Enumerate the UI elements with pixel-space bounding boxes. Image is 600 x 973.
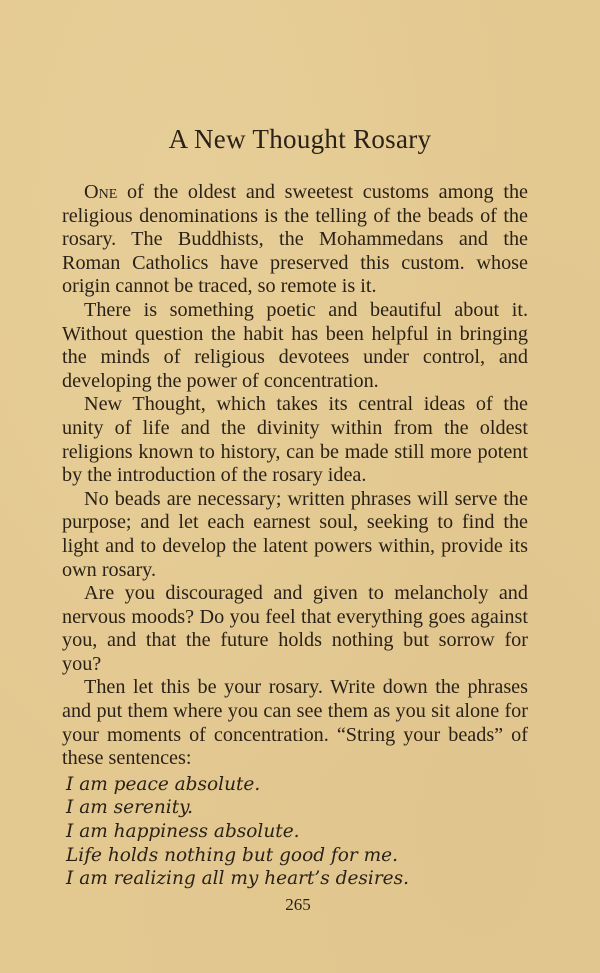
paragraph-text: of the oldest and sweetest customs among the religious denominations is the telling of the beads of the rosary. The Buddhists, the Mohammedans and the Roman Catholics have preserved this custom. whose origin cannot be traced, so remote is it. xyxy=(62,181,528,298)
affirmation-list xyxy=(62,773,528,891)
drop-word: One xyxy=(84,181,118,203)
affirmation-item: I am happiness absolute. xyxy=(66,821,300,843)
affirmation-item: I am peace absolute. xyxy=(66,773,261,795)
book-page xyxy=(62,124,528,915)
paragraph-2: There is something poetic and beautiful about it. Without question the habit has been helpful in bringing the minds of religious devotees under control, and developing the power of concentration. xyxy=(62,298,528,392)
paragraph-1 xyxy=(62,181,528,299)
affirmation-item: I am realizing all my heart’s desires. xyxy=(66,868,410,890)
paragraph-5: Are you discouraged and given to melancholy and nervous moods? Do you feel that everything goes against you, and that the future holds nothing but sorrow for you? xyxy=(62,582,528,675)
paragraph-3: New Thought, which takes its central ideas of the unity of life and the divinity within from the oldest religions known to history, can be made still more potent by the introduction of the rosary idea. xyxy=(62,393,528,487)
paragraph-6: Then let this be your rosary. Write down the phrases and put them where you can see them as you sit alone for your moments of concentration. “String your beads” of these sentences: xyxy=(62,676,528,770)
chapter-title: A New Thought Rosary xyxy=(168,124,432,154)
page-number: 265 xyxy=(285,894,311,914)
body-text xyxy=(62,181,528,771)
affirmation-item: Life holds nothing but good for me. xyxy=(66,844,399,866)
affirmation-item: I am serenity. xyxy=(66,797,194,819)
paragraph-4: No beads are necessary; written phrases will serve the purpose; and let each earnest soul, seeking to find the light and to develop the latent powers within, provide its own rosary. xyxy=(62,487,528,581)
